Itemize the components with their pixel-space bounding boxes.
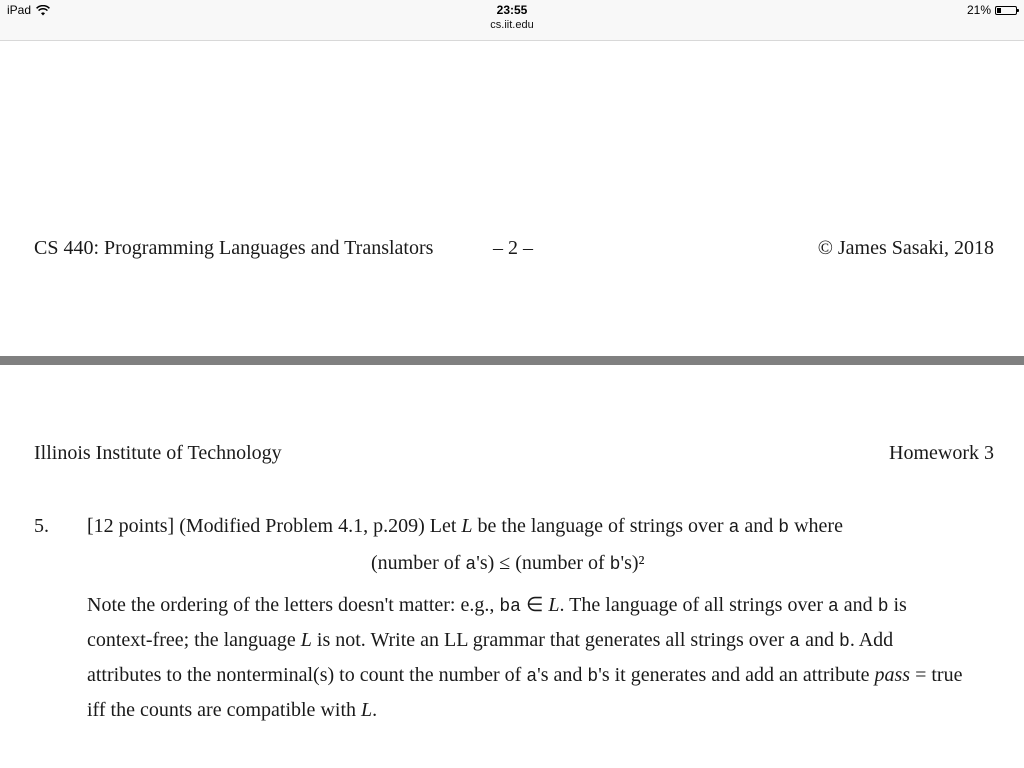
text-span: is [888, 594, 907, 616]
device-name: iPad [7, 3, 32, 17]
course-title: CS 440: Programming Languages and Translators [34, 237, 434, 259]
text-span: context-free; the language [87, 629, 301, 651]
text-span: 's it generates and add an attribute [598, 664, 875, 686]
code-symbol-b: b [877, 597, 889, 617]
page-url[interactable]: cs.iit.edu [490, 19, 534, 31]
text-span: and [838, 594, 878, 616]
text-span: Note the ordering of the letters doesn't matter: e.g., [87, 594, 500, 616]
code-string-ba: ba [499, 597, 521, 617]
code-symbol-b: b [839, 632, 850, 652]
problem-line [87, 589, 997, 624]
institution-name: Illinois Institute of Technology [34, 442, 282, 464]
math-symbol-L: L [548, 594, 560, 616]
problem-statement-line [87, 515, 843, 538]
battery-icon [995, 6, 1017, 15]
text-span: . The language of all strings over [559, 594, 828, 616]
language-condition-formula [371, 552, 645, 575]
text-span: . [372, 699, 378, 721]
problem-body [87, 589, 997, 727]
copyright-notice: © James Sasaki, 2018 [817, 237, 994, 259]
text-span: (number of [371, 552, 466, 574]
math-symbol-L: L [361, 699, 373, 721]
code-symbol-a: a [728, 518, 740, 538]
text-span: [12 points] (Modified Problem 4.1, p.209) Let [87, 515, 462, 537]
text-span: = true [910, 664, 963, 686]
battery-fill [997, 8, 1001, 13]
page-header [34, 442, 994, 472]
text-span: 's)² [620, 552, 645, 574]
text-span: is not. Write an LL grammar that generates all strings over [311, 629, 790, 651]
battery-percent: 21% [966, 3, 991, 17]
code-symbol-a: a [526, 667, 538, 687]
math-symbol-L: L [300, 629, 312, 651]
page-footer [34, 237, 994, 267]
problem-line [87, 659, 997, 694]
text-span: 's) ≤ (number of [476, 552, 610, 574]
text-span: ∈ [520, 594, 549, 616]
code-symbol-a: a [789, 632, 801, 652]
text-span: . Add [849, 629, 894, 651]
text-span: where [789, 515, 843, 537]
problem-line [87, 694, 997, 727]
math-symbol-pass: pass [874, 664, 911, 686]
text-span: and [739, 515, 779, 537]
code-symbol-b: b [609, 555, 621, 575]
math-symbol-L: L [461, 515, 473, 537]
text-span: 's and [537, 664, 588, 686]
code-symbol-a: a [827, 597, 839, 617]
status-right [967, 3, 1017, 17]
problem-line [87, 624, 997, 659]
problem-number: 5. [34, 515, 49, 537]
status-bar [0, 0, 1024, 41]
code-symbol-b: b [587, 667, 599, 687]
page-number: – 2 – [493, 237, 533, 259]
clock: 23:55 [496, 3, 528, 17]
code-symbol-b: b [778, 518, 790, 538]
text-span: attributes to the nonterminal(s) to count the number of [87, 664, 527, 686]
text-span: be the language of strings over [472, 515, 729, 537]
code-symbol-a: a [465, 555, 477, 575]
assignment-title: Homework 3 [889, 442, 994, 464]
page-divider [0, 356, 1024, 365]
status-center [0, 3, 1024, 32]
text-span: iff the counts are compatible with [87, 699, 361, 721]
text-span: and [800, 629, 839, 651]
